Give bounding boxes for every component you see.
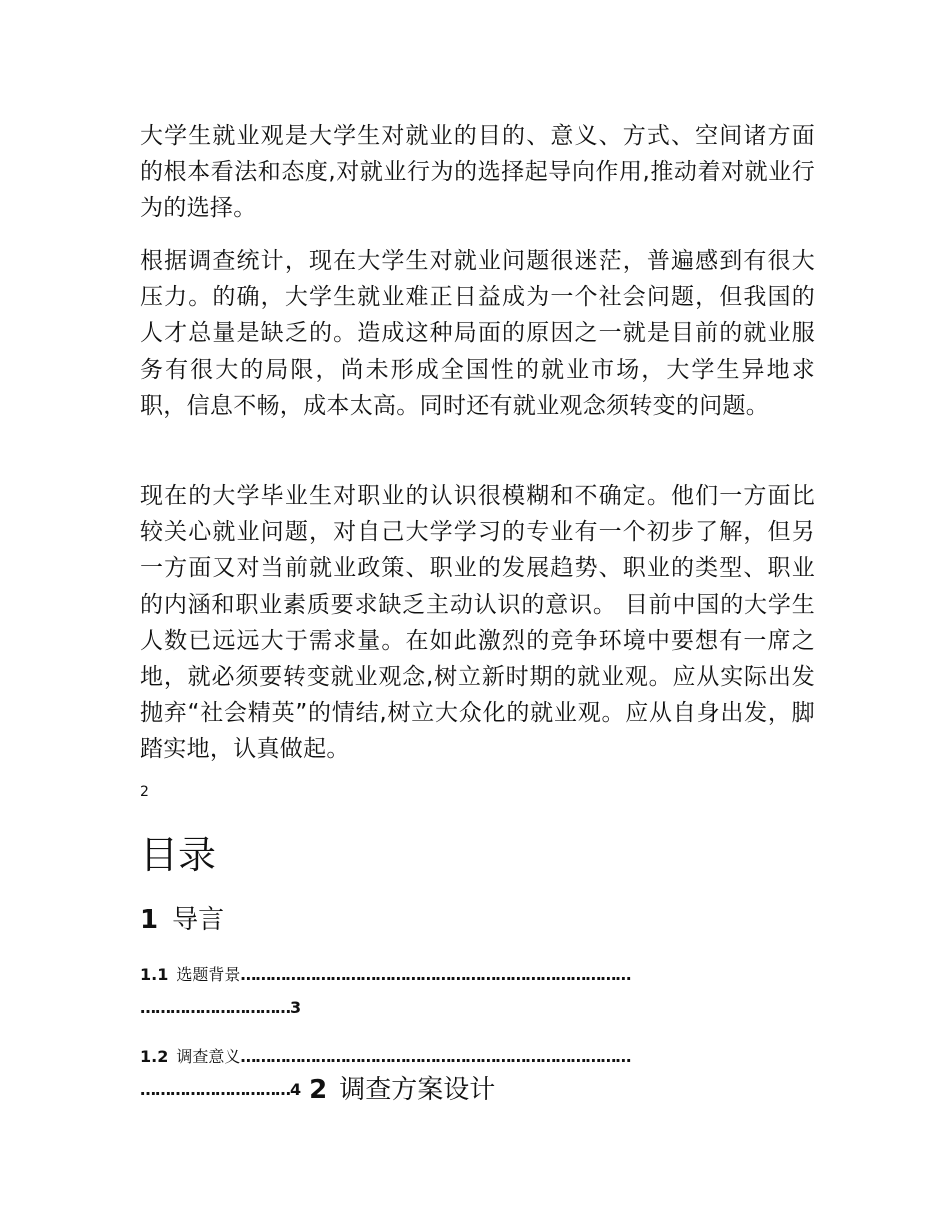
toc-entry-1-2-leader-cont: ………………………… [140,1080,290,1099]
toc-entry-1-1-line1 [140,958,800,991]
toc-entry-1-1-leader: …………………………………………………………………… [240,965,631,984]
body-paragraph-1: 大学生就业观是大学生对就业的目的、意义、方式、空间诸方面的根本看法和态度,对就业行为的选择起导向作用,推动着对就业行为的选择。 [140,123,815,222]
toc-entry-1-1-title: 选题背景 [176,965,241,984]
toc-entry-1-2-title: 调查意义 [176,1047,241,1066]
toc-entry-1-2-leader: …………………………………………………………………… [240,1047,631,1066]
toc-chapter-2-number: 2 [309,1075,328,1105]
toc-entry-1-2[interactable] [140,1040,800,1107]
toc-chapter-2-title: 调查方案设计 [339,1075,496,1105]
toc-title: 目录 [140,833,217,877]
toc-entry-1-1[interactable] [140,958,800,1024]
toc-entry-1-1-number: 1.1 [140,965,169,984]
toc-entry-1-2-page: 4 [290,1080,302,1099]
body-paragraph-2: 根据调查统计，现在大学生对就业问题很迷茫，普遍感到有很大压力。的确，大学生就业难正日益成为一个社会问题，但我国的人才总量是缺乏的。造成这种局面的原因之一就是目前的就业服务有很大的局限，尚未形成全国性的就业市场，大学生异地求职，信息不畅，成本太高。同时还有就业观念须转变的问题。 [140,248,815,419]
toc-entry-1-2-line2 [140,1073,800,1107]
toc-chapter-2 [309,1075,495,1105]
toc-entry-1-2-number: 1.2 [140,1047,169,1066]
toc-entry-1-1-line2 [140,991,800,1024]
toc-chapter-1 [140,902,224,938]
toc-entry-1-1-page: 3 [290,998,302,1017]
page-number: 2 [140,784,149,800]
toc-entry-1-2-line1 [140,1040,800,1073]
toc-chapter-1-number: 1 [140,905,159,935]
body-paragraph-3: 现在的大学毕业生对职业的认识很模糊和不确定。他们一方面比较关心就业问题，对自己大学学习的专业有一个初步了解，但另一方面又对当前就业政策、职业的发展趋势、职业的类型、职业的内涵和职业素质要求缺乏主动认识的意识。 目前中国的大学生人数已远远大于需求量。在如此激烈的竞争环境中要想有一席之地，就必须要转变就业观念,树立新时期的就业观。应从实际出发抛弃“社会精英”的情结,树立大众化的就业观。应从自身出发，脚踏实地，认真做起。 [140,483,815,763]
toc-chapter-1-title: 导言 [172,905,225,935]
toc-entry-1-1-leader-cont: ………………………… [140,998,290,1017]
